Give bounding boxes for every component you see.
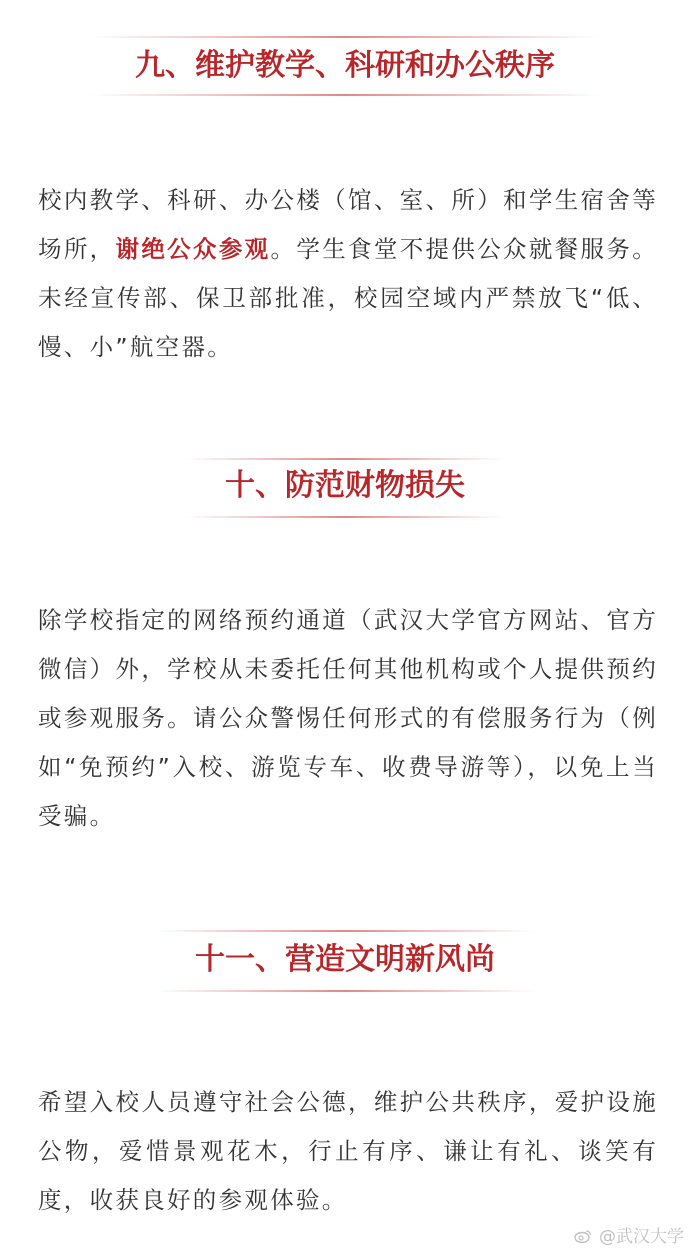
section-9-highlight: 谢绝公众参观	[115, 235, 271, 263]
section-9-paragraph	[38, 176, 658, 372]
section-10-title: 十、防范财物损失	[225, 468, 465, 503]
section-11-paragraph: 希望入校人员遵守社会公德，维护公共秩序，爱护设施公物，爱惜景观花木，行止有序、谦让有礼、谈笑有度，收获良好的参观体验。	[38, 1088, 658, 1214]
heading-top-rule	[90, 36, 600, 38]
heading-top-rule	[185, 458, 505, 460]
heading-top-rule	[155, 930, 535, 932]
section-9-text-before: 校内教学、科研、办公楼（馆、室、所）和学生宿舍等场所，	[38, 186, 658, 263]
section-11-title: 十一、营造文明新风尚	[195, 942, 495, 977]
watermark	[574, 1226, 684, 1248]
section-10-paragraph: 除学校指定的网络预约通道（武汉大学官方网站、官方微信）外，学校从未委托任何其他机构或个人提供预约或参观服务。请公众警惕任何形式的有偿服务行为（例如“免预约”入校、游览专车、收费导游等），以免上当受骗。	[38, 606, 658, 830]
weibo-icon	[574, 1227, 597, 1246]
watermark-text: @武汉大学	[599, 1227, 684, 1247]
section-9-title: 九、维护教学、科研和办公秩序	[135, 48, 555, 83]
heading-bottom-rule	[155, 990, 535, 992]
section-9-text-after: 。学生食堂不提供公众就餐服务。未经宣传部、保卫部批准，校园空域内严禁放飞“低、慢、小”航空器。	[38, 235, 659, 361]
heading-bottom-rule	[90, 94, 600, 96]
heading-bottom-rule	[185, 516, 505, 518]
